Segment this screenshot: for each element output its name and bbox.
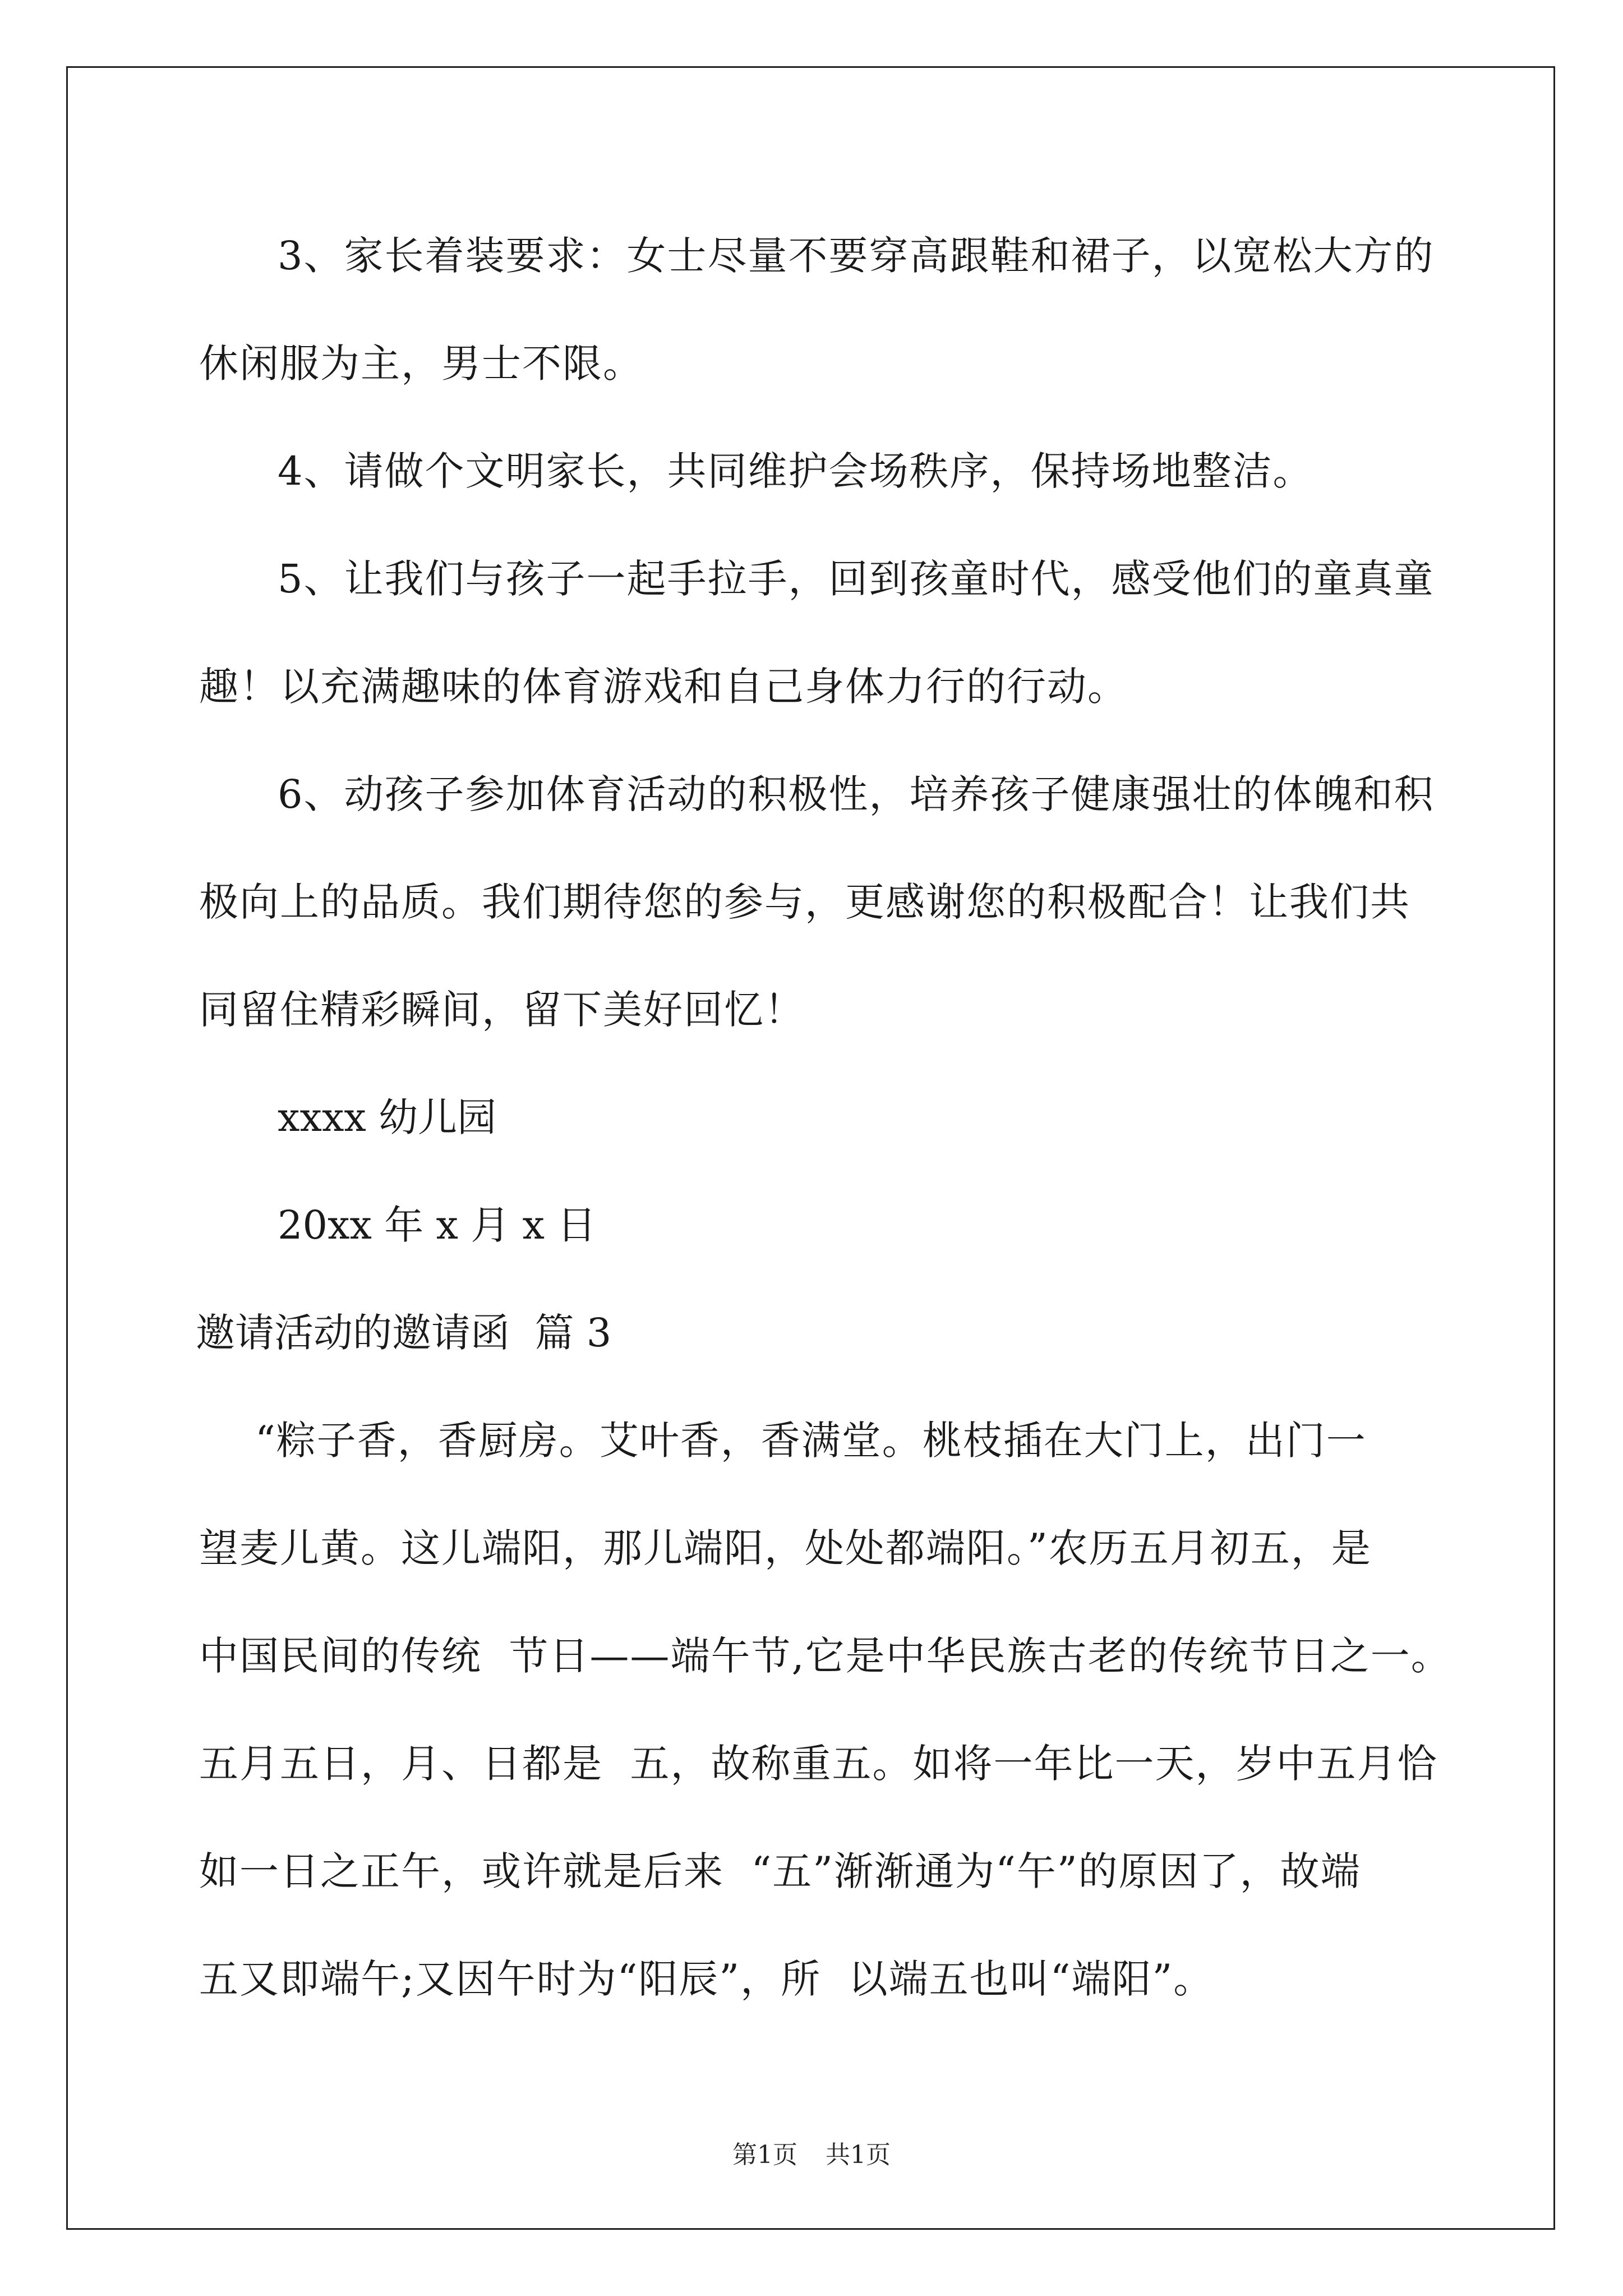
paragraph-item-3	[199, 202, 1433, 417]
text-line: 中国民间的传统 节日——端午节,它是中华民族古老的传统节日之一。	[199, 1633, 1451, 1679]
text-line: 五又即端午;又因午时为“阳辰”，所 以端五也叫“端阳”。	[199, 1956, 1214, 2002]
text-line: 极向上的品质。我们期待您的参与，更感谢您的积极配合！让我们共	[199, 879, 1410, 925]
text-line: 6、动孩子参加体育活动的积极性，培养孩子健康强壮的体魄和积	[278, 771, 1435, 817]
page-footer	[0, 2134, 1623, 2170]
signature: xxxx 幼儿园	[278, 1094, 497, 1140]
text-line: 望麦儿黄。这儿端阳，那儿端阳，处处都端阳。”农历五月初五，是	[199, 1525, 1372, 1571]
text-line: 趣！以充满趣味的体育游戏和自己身体力行的行动。	[199, 664, 1128, 710]
paragraph-item-6	[199, 740, 1433, 1064]
paragraph-item-4	[199, 417, 1433, 525]
date: 20xx 年 x 月 x 日	[278, 1202, 597, 1248]
page-total: 共1页	[826, 2141, 891, 2169]
section-title: 邀请活动的邀请函 篇 3	[196, 1310, 612, 1356]
text-line: “粽子香，香厨房。艾叶香，香满堂。桃枝插在大门上，出门一	[255, 1418, 1367, 1464]
page-number: 第1页	[732, 2141, 797, 2169]
section-body	[199, 1387, 1451, 2033]
text-line: 五月五日，月、日都是 五，故称重五。如将一年比一天，岁中五月恰	[199, 1741, 1438, 1787]
text-line: 4、请做个文明家长，共同维护会场秩序，保持场地整洁。	[278, 448, 1313, 494]
text-line: 5、让我们与孩子一起手拉手，回到孩童时代，感受他们的童真童	[278, 556, 1435, 602]
text-line: 同留住精彩瞬间，留下美好回忆！	[199, 987, 805, 1033]
text-line: 休闲服为主，男士不限。	[199, 341, 643, 386]
paragraph-item-5	[199, 525, 1433, 740]
text-line: 如一日之正午，或许就是后来 “五”渐渐通为“午”的原因了，故端	[199, 1848, 1361, 1894]
text-line: 3、家长着装要求：女士尽量不要穿高跟鞋和裙子，以宽松大方的	[278, 233, 1435, 279]
document-body	[196, 202, 1451, 2033]
